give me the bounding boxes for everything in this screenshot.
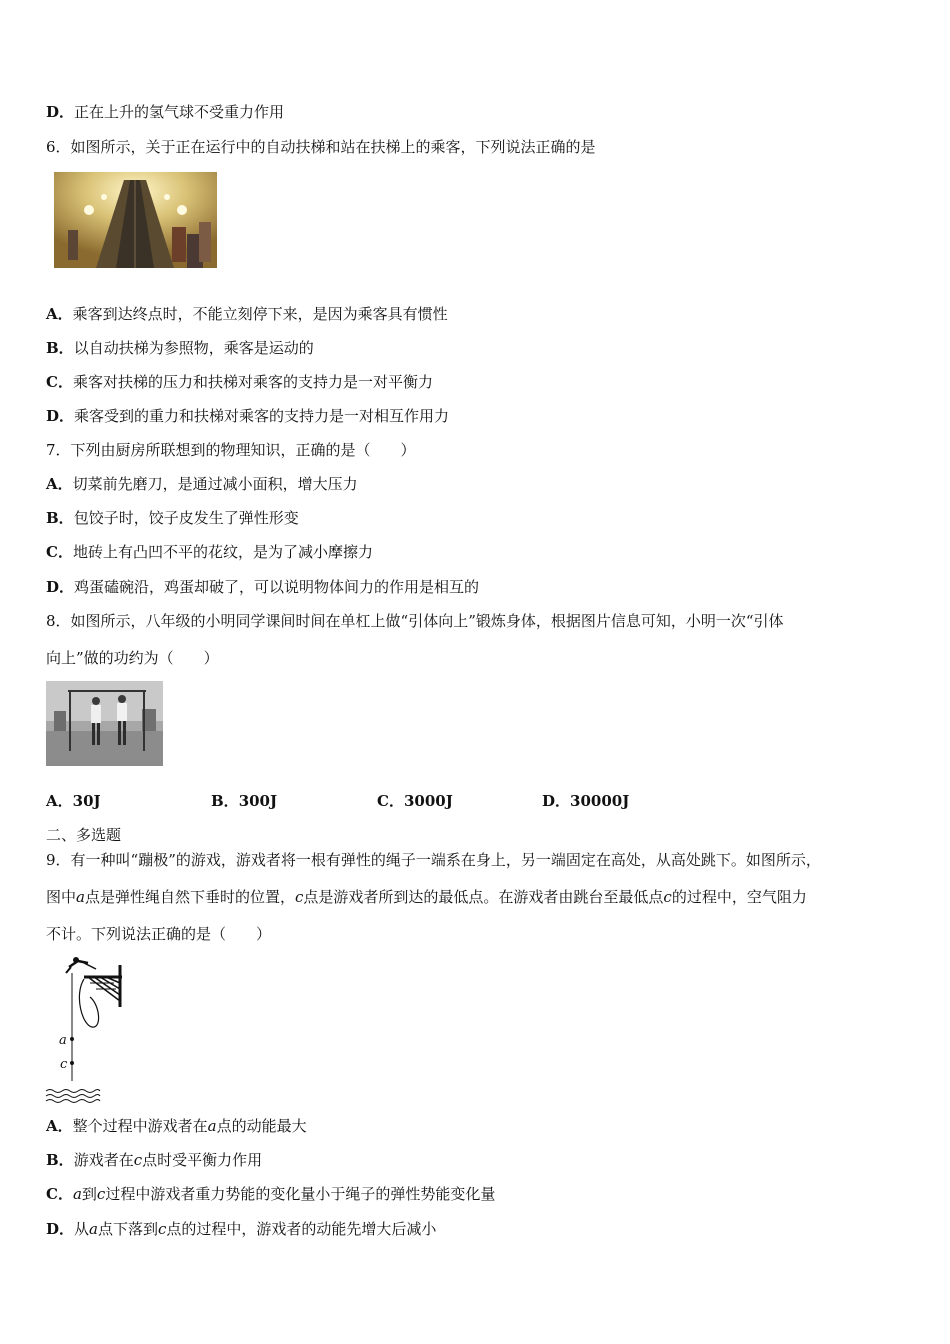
option-text: 地砖上有凸凹不平的花纹，是为了减小摩擦力 [72, 543, 373, 561]
q6-option-a [46, 304, 448, 324]
text: 点的动能最大 [216, 1117, 307, 1135]
text: 从 [74, 1220, 90, 1238]
text: 的过程中，空气阻力 [671, 888, 807, 906]
label-a: a [59, 1033, 67, 1048]
section-heading: 二、多选题 [46, 826, 122, 844]
var-a: a [89, 1220, 98, 1238]
var-c: c [294, 888, 304, 906]
q7-option-d [46, 577, 479, 597]
option-letter: C． [46, 1185, 73, 1203]
q8-option-a [46, 791, 101, 811]
option-letter: D． [46, 407, 75, 425]
q8-option-d [542, 791, 629, 811]
option-letter: D． [46, 1220, 75, 1238]
q7-option-a [46, 474, 358, 494]
option-text: 正在上升的氢气球不受重力作用 [74, 103, 285, 121]
option-letter: D． [46, 578, 75, 596]
option-text: 以自动扶梯为参照物，乘客是运动的 [73, 339, 314, 357]
q8-stem-line2: 向上”做的功约为（ ） [46, 649, 219, 667]
option-letter: A． [46, 792, 73, 810]
q6-option-d [46, 406, 449, 426]
option-letter: A． [46, 475, 73, 493]
text: 图中 [46, 888, 77, 906]
option-text: 30J [72, 792, 101, 810]
q9-option-c [46, 1184, 495, 1204]
bungee-diagram [44, 955, 128, 1105]
text: 整个过程中游戏者在 [72, 1117, 208, 1135]
option-letter: D． [46, 103, 75, 121]
option-letter: C． [46, 373, 73, 391]
var-c: c [158, 1220, 167, 1238]
q9-stem-line3: 不计。下列说法正确的是（ ） [46, 925, 272, 943]
option-text: 鸡蛋磕碗沿，鸡蛋却破了，可以说明物体间力的作用是相互的 [74, 578, 480, 596]
q9-option-a [46, 1116, 307, 1136]
text: 点下落到 [97, 1220, 158, 1238]
option-letter: A． [46, 1117, 73, 1135]
option-letter: D． [542, 792, 571, 810]
option-text: 乘客对扶梯的压力和扶梯对乘客的支持力是一对平衡力 [72, 373, 433, 391]
option-letter: B． [46, 339, 74, 357]
q6-option-b [46, 338, 314, 358]
text: 点是游戏者所到达的最低点。在游戏者由跳台至最低点 [303, 888, 664, 906]
var-c: c [133, 1151, 143, 1169]
var-a: a [72, 1185, 82, 1203]
var-a: a [76, 888, 85, 906]
q9-option-b [46, 1150, 262, 1170]
text: 过程中游戏者重力势能的变化量小于绳子的弹性势能变化量 [105, 1185, 496, 1203]
text: 点的过程中，游戏者的动能先增大后减小 [166, 1220, 437, 1238]
option-text: 包饺子时，饺子皮发生了弹性形变 [73, 509, 299, 527]
text: 点是弹性绳自然下垂时的位置， [84, 888, 295, 906]
q7-option-c [46, 542, 373, 562]
q5-option-d [46, 102, 284, 122]
q9-stem-line2 [46, 887, 807, 907]
option-letter: B． [46, 509, 74, 527]
option-letter: B． [211, 792, 239, 810]
escalator-photo [54, 172, 217, 268]
option-letter: C． [377, 792, 404, 810]
text: 点时受平衡力作用 [142, 1151, 263, 1169]
q6-option-c [46, 372, 433, 392]
label-c: c [60, 1057, 68, 1072]
option-letter: A． [46, 305, 73, 323]
option-text: 3000J [403, 792, 453, 810]
q8-stem-line1: 8．如图所示，八年级的小明同学课间时间在单杠上做“引体向上”锻炼身体，根据图片信息可知，小明一次“引体 [46, 612, 784, 630]
pullup-photo [46, 681, 163, 766]
q9-option-d [46, 1219, 436, 1239]
q8-option-b [211, 791, 277, 811]
option-text: 乘客受到的重力和扶梯对乘客的支持力是一对相互作用力 [74, 407, 450, 425]
var-c: c [663, 888, 672, 906]
text: 到 [81, 1185, 97, 1203]
text: 游戏者在 [73, 1151, 134, 1169]
q7-stem: 7．下列由厨房所联想到的物理知识，正确的是（ ） [46, 441, 416, 459]
option-letter: C． [46, 543, 73, 561]
q7-option-b [46, 508, 299, 528]
option-letter: B． [46, 1151, 74, 1169]
var-c: c [96, 1185, 106, 1203]
var-a: a [207, 1117, 217, 1135]
option-text: 乘客到达终点时，不能立刻停下来，是因为乘客具有惯性 [72, 305, 448, 323]
q8-option-c [377, 791, 453, 811]
option-text: 30000J [570, 792, 630, 810]
option-text: 300J [238, 792, 278, 810]
q9-stem-line1: 9．有一种叫“蹦极”的游戏，游戏者将一根有弹性的绳子一端系在身上，另一端固定在高处，从高处跳下。如图所示， [46, 851, 821, 869]
q6-stem: 6．如图所示，关于正在运行中的自动扶梯和站在扶梯上的乘客，下列说法正确的是 [46, 138, 596, 156]
option-text: 切菜前先磨刀，是通过减小面积，增大压力 [72, 475, 358, 493]
